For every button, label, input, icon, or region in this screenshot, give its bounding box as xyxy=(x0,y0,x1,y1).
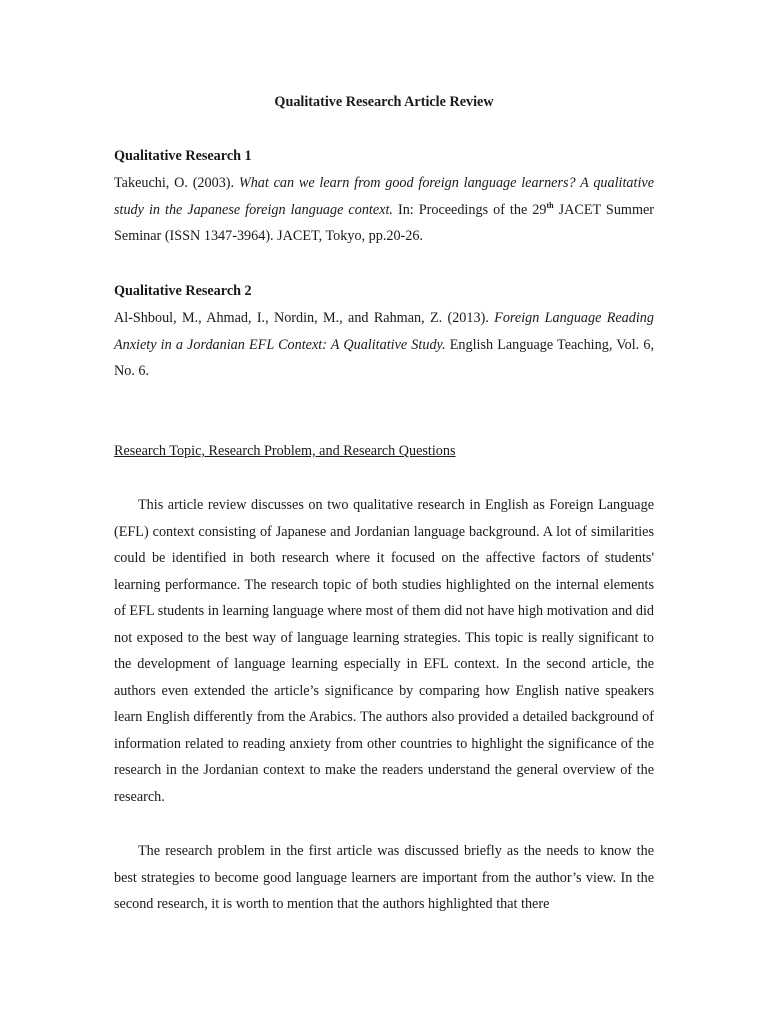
body-paragraph: The research problem in the first article was discussed briefly as the needs to know the best strategies to become good language learners are important from the author’s view. In the second research, it is worth to mention that the authors highlighted that there xyxy=(114,843,654,912)
research-2-authors: Al-Shboul, M., Ahmad, I., Nordin, M., and Rahman, Z. (2013). xyxy=(114,310,489,326)
research-1-authors: Takeuchi, O. (2003). xyxy=(114,175,235,191)
research-1-article-title: What can we learn from good foreign language learners? A qualitative study in the Japanese foreign language context. xyxy=(114,175,655,218)
research-2-citation xyxy=(114,305,654,385)
research-1-source-superscript: th xyxy=(546,200,554,210)
research-2-article-title: Foreign Language Reading Anxiety in a Jordanian EFL Context: A Qualitative Study. xyxy=(114,310,654,353)
research-2-source: English Language Teaching, Vol. 6, No. 6. xyxy=(114,336,655,379)
research-1-source: In: Proceedings of the 29 xyxy=(397,201,547,218)
body-paragraph: This article review discusses on two qualitative research in English as Foreign Language (EFL) context consisting of Japanese and Jordanian language background. A lot of similarities could be identified in both research where it focused on the affective factors of students' learning performance. The research topic of both studies highlighted on the internal elements of EFL students in learning language where most of them did not have high motivation and did not exposed to the best way of language learning strategies. This topic is really significant to the development of language learning especially in EFL context. In the second article, the authors even extended the article’s significance by comparing how English native speakers learn English differently from the Arabics. The authors also provided a detailed background of information related to reading anxiety from other countries to highlight the significance of the research in the Jordanian context to make the readers understand the general overview of the research. xyxy=(114,497,654,805)
document-title: Qualitative Research Article Review xyxy=(274,94,494,110)
research-2-heading: Qualitative Research 2 xyxy=(114,283,252,299)
section-heading: Research Topic, Research Problem, and Research Questions xyxy=(114,443,456,459)
research-1-citation xyxy=(114,170,654,250)
research-1-heading: Qualitative Research 1 xyxy=(114,148,252,164)
research-1-source-continued: JACET Summer Seminar (ISSN 1347-3964). JACET, Tokyo, pp.20-26. xyxy=(114,201,655,244)
